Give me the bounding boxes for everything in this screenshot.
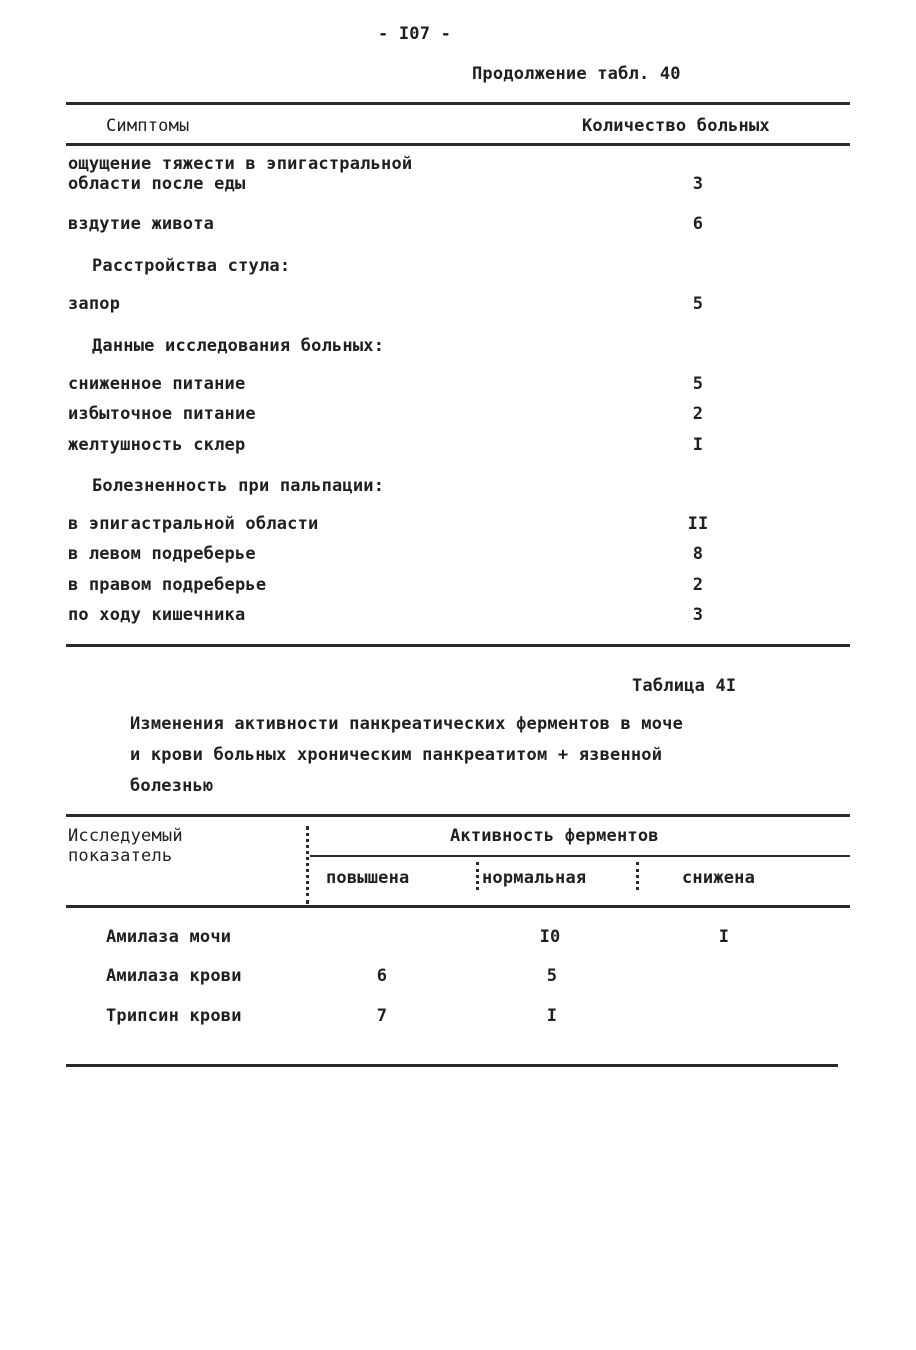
- table40-bottom-rule: [66, 644, 850, 647]
- row-value: 5: [692, 374, 704, 394]
- row-indicator: Амилаза мочи: [106, 927, 232, 947]
- row-indicator: Амилаза крови: [106, 966, 242, 986]
- row-label: сниженное питание: [68, 374, 246, 394]
- table41-top-rule: [66, 814, 850, 817]
- column-divider: [476, 862, 479, 890]
- cell-increased: 6: [376, 966, 388, 986]
- row-label: в правом подреберье: [68, 575, 267, 595]
- table40-header-symptoms: Симптомы: [106, 116, 190, 136]
- table41-bottom-rule: [66, 1064, 838, 1067]
- table40-top-rule: [66, 102, 850, 105]
- table41-header-indicator-line-2: показатель: [68, 846, 173, 866]
- row-label: в левом подреберье: [68, 544, 256, 564]
- cell-normal: I: [546, 1006, 558, 1026]
- table41-caption-line-2: и крови больных хроническим панкреатитом + язвенной: [130, 745, 663, 765]
- table41-caption-line-1: Изменения активности панкреатических ферментов в моче: [130, 714, 684, 734]
- table40-header-count: Количество больных: [582, 116, 770, 136]
- subheader-decreased: снижена: [682, 868, 756, 888]
- row-label: ощущение тяжести в эпигастральной: [68, 154, 413, 174]
- column-divider: [306, 826, 309, 904]
- row-value: 5: [692, 294, 704, 314]
- page-number: - I07 -: [378, 24, 452, 44]
- row-value: 2: [692, 404, 704, 424]
- row-value: 8: [692, 544, 704, 564]
- row-value: 6: [692, 214, 704, 234]
- row-value: I: [692, 435, 704, 455]
- row-label: желтушность склер: [68, 435, 246, 455]
- row-label: по ходу кишечника: [68, 605, 246, 625]
- table40-continuation-label: Продолжение табл. 40: [472, 64, 681, 84]
- section-heading: Болезненность при пальпации:: [92, 476, 385, 496]
- table41-header-group: Активность ферментов: [450, 826, 659, 846]
- column-divider: [636, 862, 639, 890]
- row-indicator: Трипсин крови: [106, 1006, 242, 1026]
- subheader-normal: нормальная: [482, 868, 587, 888]
- subheader-increased: повышена: [326, 868, 410, 888]
- row-label: вздутие живота: [68, 214, 215, 234]
- section-heading: Данные исследования больных:: [92, 336, 385, 356]
- row-value: II: [687, 514, 709, 534]
- cell-normal: I0: [539, 927, 561, 947]
- row-label: запор: [68, 294, 121, 314]
- row-value: 2: [692, 575, 704, 595]
- table40-header-rule: [66, 143, 850, 146]
- cell-normal: 5: [546, 966, 558, 986]
- row-value: 3: [692, 605, 704, 625]
- table41-label: Таблица 4I: [632, 676, 737, 696]
- row-value: 3: [692, 174, 704, 194]
- section-heading: Расстройства стула:: [92, 256, 291, 276]
- row-label: в эпигастральной области: [68, 514, 319, 534]
- cell-decreased: I: [718, 927, 730, 947]
- table41-subheader-rule: [310, 855, 850, 857]
- row-label: избыточное питание: [68, 404, 256, 424]
- table41-header-indicator-line-1: Исследуемый: [68, 826, 183, 846]
- cell-increased: 7: [376, 1006, 388, 1026]
- table41-caption-line-3: болезнью: [130, 776, 214, 796]
- row-label-continued: области после еды: [68, 174, 246, 194]
- table41-header-bottom-rule: [66, 905, 850, 908]
